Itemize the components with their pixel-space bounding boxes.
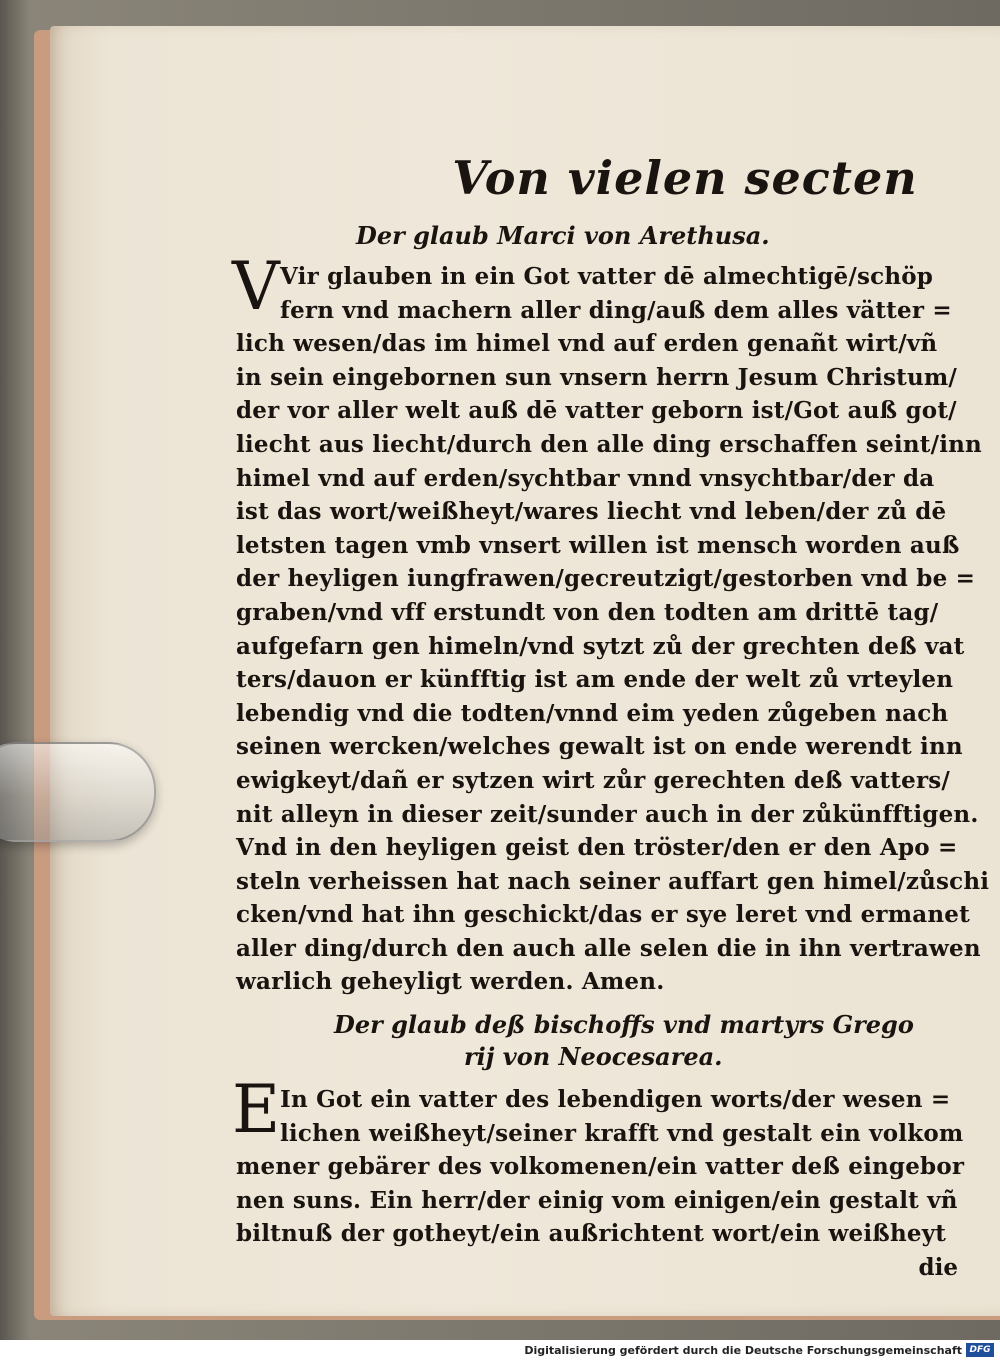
section2-body [232, 1071, 965, 1284]
text-line: fern vnd machern aller ding/auß dem alles vätter = [280, 296, 952, 324]
text-line: warlich geheyligt werden. Amen. [236, 968, 665, 996]
text-line: steln verheissen hat nach seiner auffart gen himel/zůschi [236, 867, 990, 895]
section2-title [334, 1009, 964, 1073]
text-line: Vnd in den heyligen geist den tröster/den er den Apo = [236, 834, 958, 862]
text-line: Vir glauben in ein Got vatter dē almechtigē/schöp [280, 263, 934, 290]
text-line: ters/dauon er künfftig ist am ende der welt zů vrteylen [236, 666, 954, 694]
page-heading: Von vielen secten [452, 151, 918, 205]
section1-title: Der glaub Marci von Arethusa. [356, 221, 770, 250]
text-line: aller ding/durch den auch alle selen die in ihn vertrawen [236, 934, 981, 962]
text-line: der vor aller welt auß dē vatter geborn ist/Got auß got/ [236, 397, 957, 425]
text-line: biltnuß der gotheyt/ein außrichtent wort/ein weißheyt [236, 1220, 947, 1248]
text-line: in sein eingebornen sun vnsern herrn Jesum Christum/ [236, 363, 958, 391]
dfg-logo: DFG [966, 1343, 994, 1357]
text-line: ewigkeyt/dañ er sytzen wirt zůr gerechten deß vatters/ [236, 766, 951, 794]
funding-credit: Digitalisierung gefördert durch die Deutsche Forschungsgemeinschaft [524, 1344, 962, 1357]
section1-initial: V [232, 248, 280, 325]
section1-body [232, 248, 990, 999]
text-line: himel vnd auf erden/sychtbar vnnd vnsychtbar/der da [236, 464, 935, 492]
text-line: der heyligen iungfrawen/gecreutzigt/gestorben vnd be = [236, 565, 976, 593]
catchword: die [918, 1254, 958, 1282]
text-line: lich wesen/das im himel vnd auf erden genañt wirt/vñ [236, 330, 938, 358]
section2-title-line1: Der glaub deß bischoffs vnd martyrs Grego [334, 1010, 914, 1040]
text-line: nen suns. Ein herr/der einig vom einigen/ein gestalt vñ [236, 1186, 958, 1214]
text-line: graben/vnd vff erstundt von den todten am drittē tag/ [236, 598, 939, 626]
text-line: letsten tagen vmb vnsert willen ist mensch worden auß [236, 531, 960, 559]
page-text [232, 150, 990, 1284]
text-line: liecht aus liecht/durch den alle ding erschaffen seint/inn [236, 430, 982, 458]
text-line: In Got ein vatter des lebendigen worts/der wesen = [280, 1086, 951, 1114]
section2-initial: E [232, 1071, 281, 1149]
text-line: cken/vnd hat ihn geschickt/das er sye leret vnd ermanet [236, 901, 970, 929]
text-line: lichen weißheyt/seiner krafft vnd gestalt ein volkom [280, 1119, 964, 1147]
text-line: lebendig vnd die todten/vnnd eim yeden zůgeben nach [236, 699, 949, 727]
text-line: nit alleyn in dieser zeit/sunder auch in der zůkünfftigen. [236, 800, 979, 828]
section2-title-line2: rij von Neocesarea. [464, 1042, 723, 1072]
page-holder-clip [0, 742, 156, 842]
text-line: mener gebärer des volkomenen/ein vatter deß eingebor [236, 1153, 965, 1181]
text-line: ist das wort/weißheyt/wares liecht vnd leben/der zů dē [236, 498, 947, 526]
text-line: aufgefarn gen himeln/vnd sytzt zů der grechten deß vat [236, 632, 965, 660]
text-line: seinen wercken/welches gewalt ist on ende werendt inn [236, 733, 963, 761]
